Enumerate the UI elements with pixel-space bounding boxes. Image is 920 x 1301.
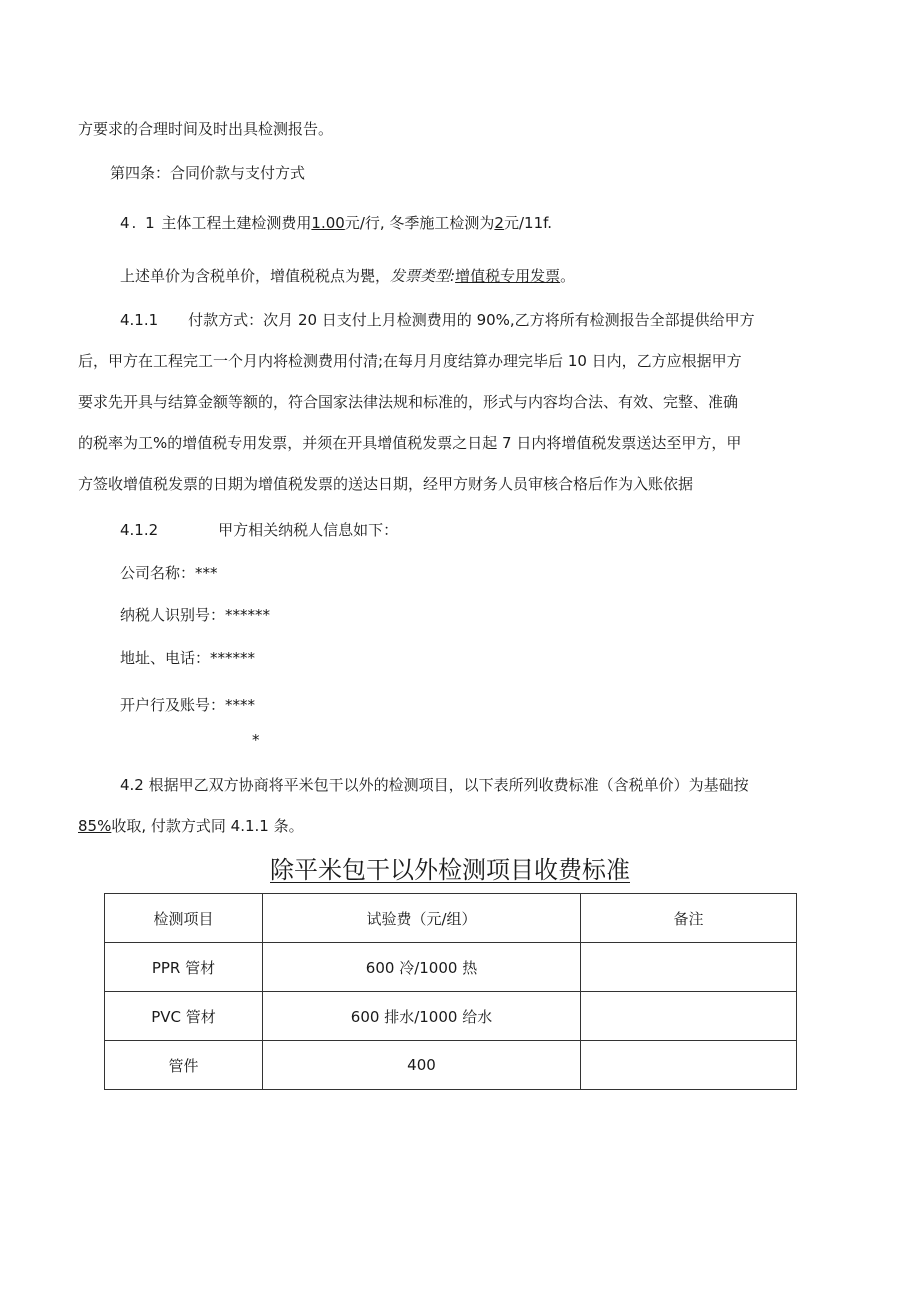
clause-4-1-text-a: 主体工程土建检测费用 [161, 214, 312, 232]
table-cell-item: 管件 [105, 1041, 263, 1090]
table-cell-remark [581, 1041, 797, 1090]
clause-4-1-text-c: 元/11f. [503, 214, 553, 232]
tax-line-text: 上述单价为含税单价，增值税税点为甖， [120, 267, 391, 285]
bank-account: 开户行及账号：**** [120, 696, 256, 714]
article-4-title: 第四条：合同价款与支付方式 [110, 164, 306, 182]
clause-4-1-1-number: 4.1.1 [120, 311, 159, 329]
clause-4-1-1-line-2: 后，甲方在工程完工一个月内将检测费用付清;在每月月度结算办理完毕后 10 日内，乙方应根据甲方 [78, 352, 742, 370]
table-row [105, 1041, 797, 1090]
clause-4-1-price-1: 1.00 [311, 214, 345, 232]
header-cell-fee: 试验费（元/组） [263, 894, 581, 943]
table-cell-fee: 400 [263, 1041, 581, 1090]
table-row [105, 943, 797, 992]
company-name: 公司名称：*** [120, 564, 218, 582]
clause-4-1-1-text: 付款方式：次月 20 日支付上月检测费用的 90%,乙方将所有检测报告全部提供给甲方 [188, 311, 755, 329]
tax-line-end: 。 [560, 267, 576, 285]
table-cell-item: PVC 管材 [105, 992, 263, 1041]
tax-line [120, 265, 575, 287]
clause-4-1-2-text: 甲方相关纳税人信息如下： [218, 521, 399, 539]
invoice-type-value: 增值税专用发票 [455, 267, 561, 285]
table-cell-remark [581, 992, 797, 1041]
clause-4-2-percentage: 85% [78, 817, 112, 835]
fee-table-title-text: 除平米包干以外检测项目收费标准 [270, 856, 630, 884]
table-header-row [105, 894, 797, 943]
clause-4-2-rest: 收取, 付款方式同 4.1.1 条。 [111, 817, 304, 835]
clause-4-1-1-line-4: 的税率为工%的增值税专用发票，并须在开具增值税发票之日起 7 日内将增值税发票送达至甲方，甲 [78, 434, 742, 452]
clause-4-1-1 [78, 309, 840, 514]
clause-4-1-text-b: 元/行, 冬季施工检测为 [344, 214, 495, 232]
clause-4-1-1-line-5: 方签收增值税发票的日期为增值税发票的送达日期，经甲方财务人员审核合格后作为入账依据 [78, 475, 694, 493]
bank-account-continued: * [252, 731, 260, 749]
clause-4-1-1-line-1 [78, 309, 840, 331]
table-row [105, 992, 797, 1041]
table-cell-remark [581, 943, 797, 992]
clause-4-1-2 [120, 519, 398, 541]
clause-4-1-price-2: 2 [494, 214, 504, 232]
clause-4-1-1-line-3: 要求先开具与结算金额等额的，符合国家法律法规和标准的，形式与内容均合法、有效、完整、准确 [78, 393, 739, 411]
text-line-continuation: 方要求的合理时间及时出具检测报告。 [78, 120, 334, 138]
taxpayer-id: 纳税人识别号：****** [120, 606, 271, 624]
header-cell-remark: 备注 [581, 894, 797, 943]
clause-4-1-number: 4. 1 [120, 214, 157, 232]
header-cell-item: 检测项目 [105, 894, 263, 943]
table-cell-fee: 600 冷/1000 热 [263, 943, 581, 992]
clause-4-2-line-2 [78, 815, 304, 837]
clause-4-1-2-number: 4.1.2 [120, 521, 159, 539]
table-cell-item: PPR 管材 [105, 943, 263, 992]
clause-4-2-line-1: 4.2 根据甲乙双方协商将平米包干以外的检测项目，以下表所列收费标准（含税单价）为基础按 [120, 776, 749, 794]
fee-table-title [0, 855, 900, 885]
clause-4-1 [120, 212, 552, 234]
fee-table [104, 893, 797, 1090]
table-cell-fee: 600 排水/1000 给水 [263, 992, 581, 1041]
invoice-type-label: 发票类型: [390, 267, 456, 285]
address-phone: 地址、电话：****** [120, 649, 256, 667]
